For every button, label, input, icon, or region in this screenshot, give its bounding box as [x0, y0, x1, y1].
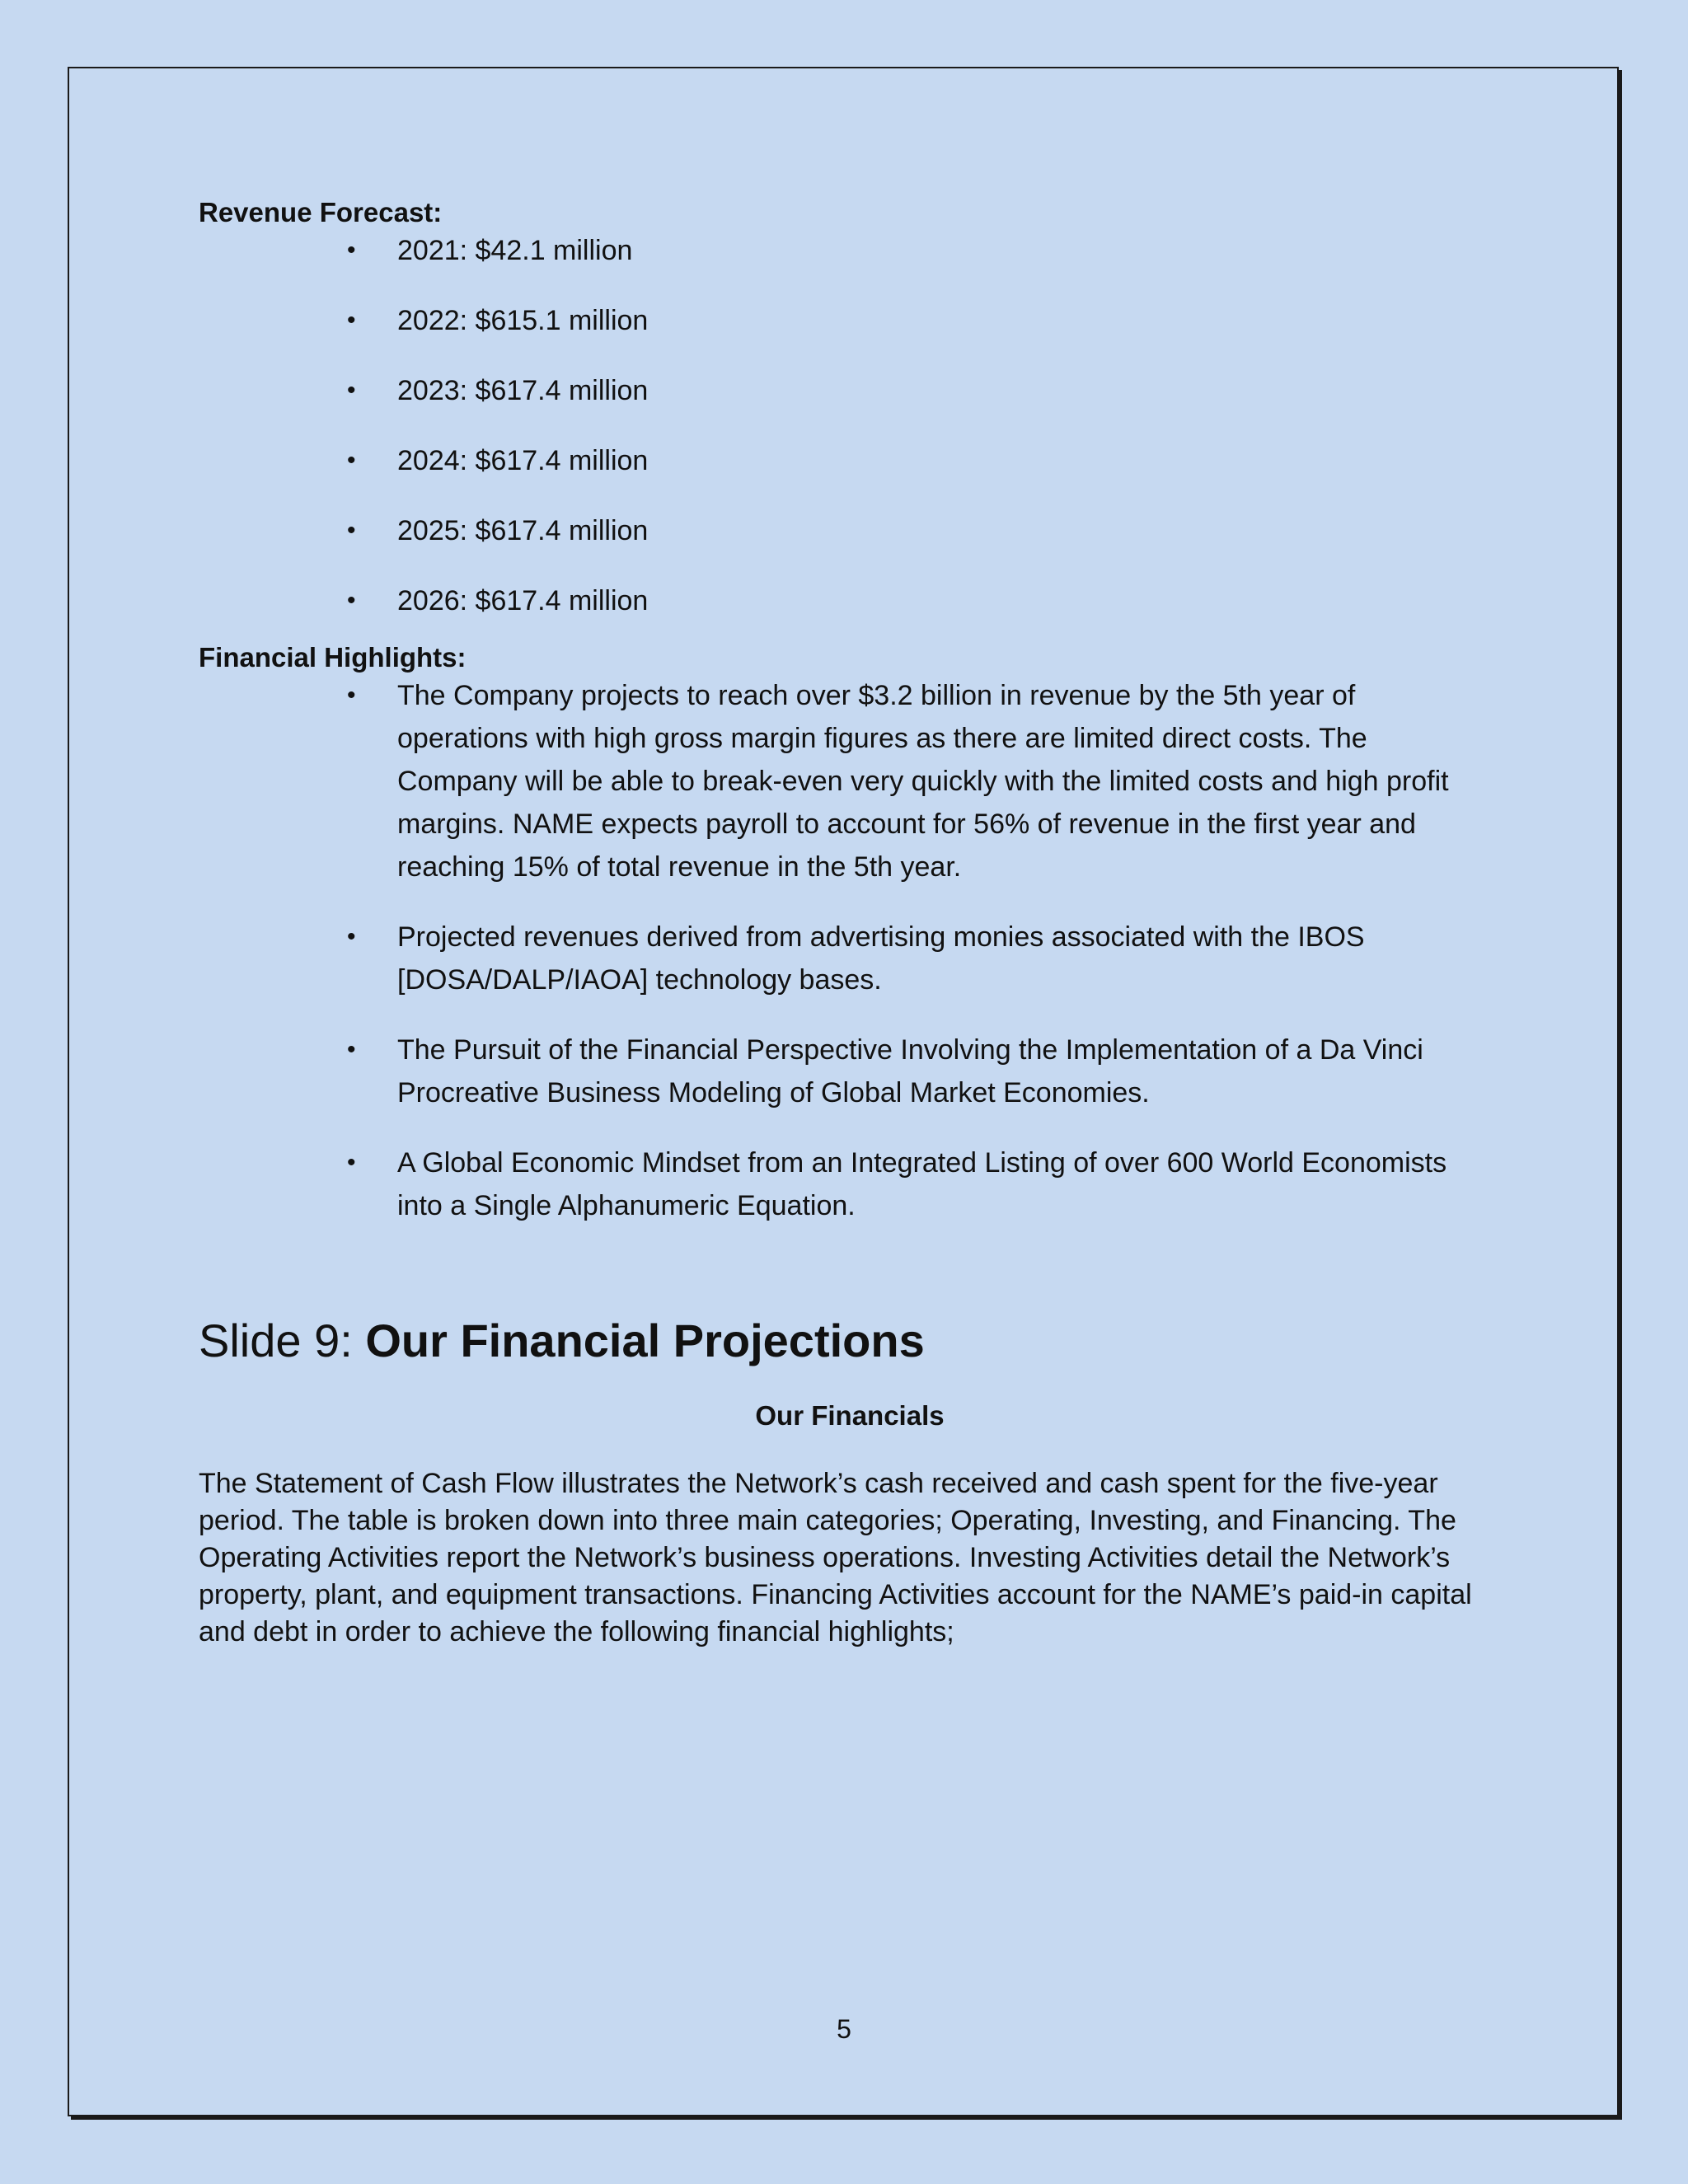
bullet-icon: • — [347, 307, 356, 334]
list-item-text: Projected revenues derived from advertising monies associated with the IBOS [DOSA/DALP/IAOA] technology bases. — [397, 921, 1365, 996]
document-content — [199, 196, 1501, 1679]
list-item-text: The Pursuit of the Financial Perspective Involving the Implementation of a Da Vinci Procreative Business Modeling of Global Market Economies. — [397, 1034, 1423, 1108]
bullet-icon: • — [347, 1149, 356, 1176]
list-item — [199, 1029, 1501, 1114]
page-number: 5 — [837, 2014, 851, 2044]
list-item-text: 2026: $617.4 million — [397, 585, 649, 616]
slide-title — [199, 1314, 1501, 1368]
list-item — [199, 579, 1501, 622]
list-item-text: 2024: $617.4 million — [397, 445, 649, 476]
slide-title-prefix: Slide 9: — [199, 1315, 366, 1366]
list-item-text: A Global Economic Mindset from an Integrated Listing of over 600 World Economists into a Single Alphanumeric Equation. — [397, 1147, 1447, 1221]
financial-highlights-list — [199, 674, 1501, 1227]
bullet-icon: • — [347, 1036, 356, 1063]
list-item-text: 2023: $617.4 million — [397, 375, 649, 406]
revenue-forecast-heading: Revenue Forecast: — [199, 197, 443, 227]
list-item — [199, 674, 1501, 888]
bullet-icon: • — [347, 447, 356, 474]
list-item — [199, 916, 1501, 1001]
list-item — [199, 1141, 1501, 1227]
financial-highlights-heading: Financial Highlights: — [199, 642, 467, 673]
financials-heading: Our Financials — [755, 1399, 945, 1431]
list-item-text: 2022: $615.1 million — [397, 305, 649, 336]
list-item — [199, 299, 1501, 342]
bullet-icon: • — [347, 237, 356, 264]
bullet-icon: • — [347, 923, 356, 950]
bullet-icon: • — [347, 682, 356, 709]
revenue-forecast-list — [199, 229, 1501, 622]
slide-title-text: Our Financial Projections — [365, 1315, 925, 1366]
list-item — [199, 439, 1501, 482]
list-item-text: 2025: $617.4 million — [397, 515, 649, 546]
list-item — [199, 369, 1501, 412]
bullet-icon: • — [347, 587, 356, 614]
list-item — [199, 509, 1501, 552]
cash-flow-paragraph: The Statement of Cash Flow illustrates the Network’s cash received and cash spent for the five-year period. The table is broken down into three main categories; Operating, Investing, and Financing. The Operating Activities report the Network’s business operations. Investing Activities detail the Network’s property, plant, and equipment transactions. Financing Activities account for the NAME’s paid-in capital and debt in order to achieve the following financial highlights; — [199, 1467, 1472, 1647]
list-item — [199, 229, 1501, 272]
list-item-text: The Company projects to reach over $3.2 billion in revenue by the 5th year of operations with high gross margin figures as there are limited direct costs. The Company will be able to break-even very quickly with the limited costs and high profit margins. NAME expects payroll to account for 56% of revenue in the first year and reaching 15% of total revenue in the 5th year. — [397, 680, 1449, 883]
list-item-text: 2021: $42.1 million — [397, 235, 633, 266]
bullet-icon: • — [347, 517, 356, 544]
bullet-icon: • — [347, 377, 356, 404]
